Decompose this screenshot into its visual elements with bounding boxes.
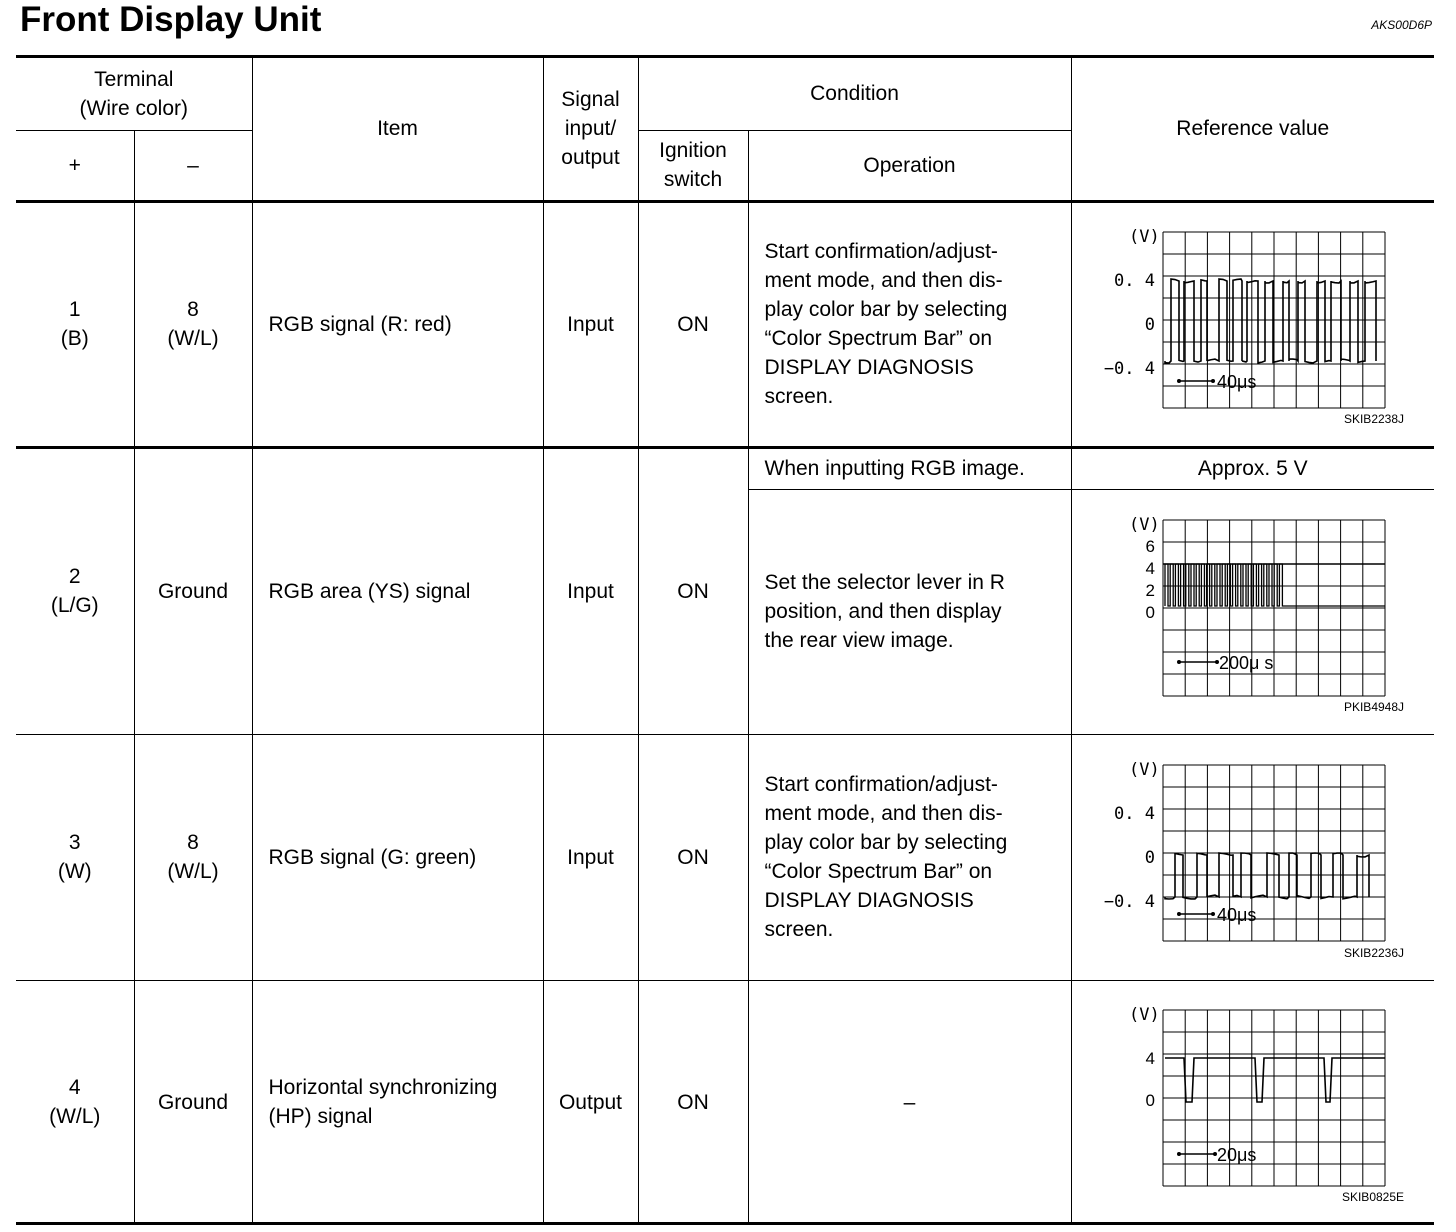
- y-tick-label: 6: [1145, 536, 1155, 556]
- table-row: [16, 734, 1434, 980]
- unit-label: (V): [1128, 760, 1160, 780]
- waveform-trace: [1165, 1058, 1385, 1102]
- operation-cell: –: [748, 980, 1071, 1224]
- header-plus: +: [16, 130, 134, 201]
- y-tick-label: 0. 4: [1113, 271, 1155, 291]
- waveform-trace: [1165, 853, 1369, 899]
- ignition-cell: ON: [638, 201, 748, 447]
- io-cell: Input: [543, 201, 638, 447]
- ignition-cell: ON: [638, 734, 748, 980]
- reference-text: Approx. 5 V: [1071, 447, 1434, 489]
- terminal-minus: Ground: [134, 980, 252, 1224]
- header-item: Item: [252, 58, 543, 201]
- table-row: [16, 980, 1434, 1224]
- time-scale-label: 40μs: [1216, 905, 1256, 925]
- y-tick-label: 0: [1145, 1091, 1155, 1111]
- reference-waveform: [1071, 201, 1434, 447]
- reference-waveform: [1071, 980, 1434, 1224]
- y-tick-label: 4: [1145, 558, 1155, 578]
- terminal-minus: 8 (W/L): [134, 201, 252, 447]
- terminal-plus: 2 (L/G): [16, 447, 134, 734]
- page-title: Front Display Unit: [20, 0, 322, 39]
- item-cell: Horizontal synchronizing (HP) signal: [252, 980, 543, 1224]
- y-tick-label: 0: [1144, 848, 1155, 868]
- reference-waveform: [1071, 489, 1434, 734]
- table-row: [16, 447, 1434, 489]
- operation-cell: When inputting RGB image.: [748, 447, 1071, 489]
- io-cell: Input: [543, 734, 638, 980]
- terminal-minus: Ground: [134, 447, 252, 734]
- figure-code: PKIB4948J: [1343, 699, 1405, 714]
- reference-waveform: [1071, 734, 1434, 980]
- io-cell: Output: [543, 980, 638, 1224]
- header-operation: Operation: [748, 130, 1071, 201]
- y-tick-label: 0. 4: [1113, 804, 1155, 824]
- y-tick-label: −0. 4: [1103, 892, 1155, 912]
- time-scale-label: 20μs: [1216, 1145, 1256, 1166]
- header-ignition: Ignition switch: [638, 130, 748, 201]
- operation-cell: Start confirmation/adjust- ment mode, and then dis- play color bar by selecting “Color Spectrum Bar” on DISPLAY DIAGNOSIS screen.: [748, 734, 1071, 980]
- figure-code: SKIB2238J: [1343, 411, 1405, 426]
- y-tick-label: 2: [1145, 580, 1155, 600]
- y-tick-label: −0. 4: [1103, 359, 1155, 379]
- time-scale-label: 200μ s: [1218, 652, 1273, 673]
- terminal-plus: 3 (W): [16, 734, 134, 980]
- figure-code: SKIB0825E: [1341, 1190, 1405, 1204]
- figure-code: SKIB2236J: [1343, 945, 1405, 960]
- waveform-trace: [1165, 279, 1376, 363]
- y-tick-label: 0: [1144, 315, 1155, 335]
- header-reference: Reference value: [1071, 58, 1434, 201]
- unit-label: (V): [1128, 1005, 1160, 1026]
- header-condition: Condition: [638, 58, 1071, 130]
- terminal-table: [16, 58, 1434, 1224]
- unit-label: (V): [1128, 227, 1160, 247]
- waveform-trace: [1165, 564, 1385, 606]
- item-cell: RGB area (YS) signal: [252, 447, 543, 734]
- y-tick-label: 4: [1145, 1049, 1155, 1069]
- terminal-plus: 4 (W/L): [16, 980, 134, 1224]
- item-cell: RGB signal (R: red): [252, 201, 543, 447]
- header-signal-io: Signal input/ output: [543, 58, 638, 201]
- header-terminal: Terminal (Wire color): [16, 58, 252, 130]
- header-minus: –: [134, 130, 252, 201]
- ignition-cell: ON: [638, 447, 748, 734]
- bottom-rule: [16, 1222, 1434, 1225]
- unit-label: (V): [1128, 514, 1160, 535]
- operation-cell: Set the selector lever in R position, and then display the rear view image.: [748, 489, 1071, 734]
- section-code: AKS00D6P: [1371, 18, 1432, 32]
- ignition-cell: ON: [638, 980, 748, 1224]
- time-scale-label: 40μs: [1216, 372, 1256, 392]
- table-row: [16, 201, 1434, 447]
- y-tick-label: 0: [1145, 602, 1155, 622]
- terminal-plus: 1 (B): [16, 201, 134, 447]
- operation-cell: Start confirmation/adjust- ment mode, and then dis- play color bar by selecting “Color Spectrum Bar” on DISPLAY DIAGNOSIS screen.: [748, 201, 1071, 447]
- item-cell: RGB signal (G: green): [252, 734, 543, 980]
- io-cell: Input: [543, 447, 638, 734]
- terminal-minus: 8 (W/L): [134, 734, 252, 980]
